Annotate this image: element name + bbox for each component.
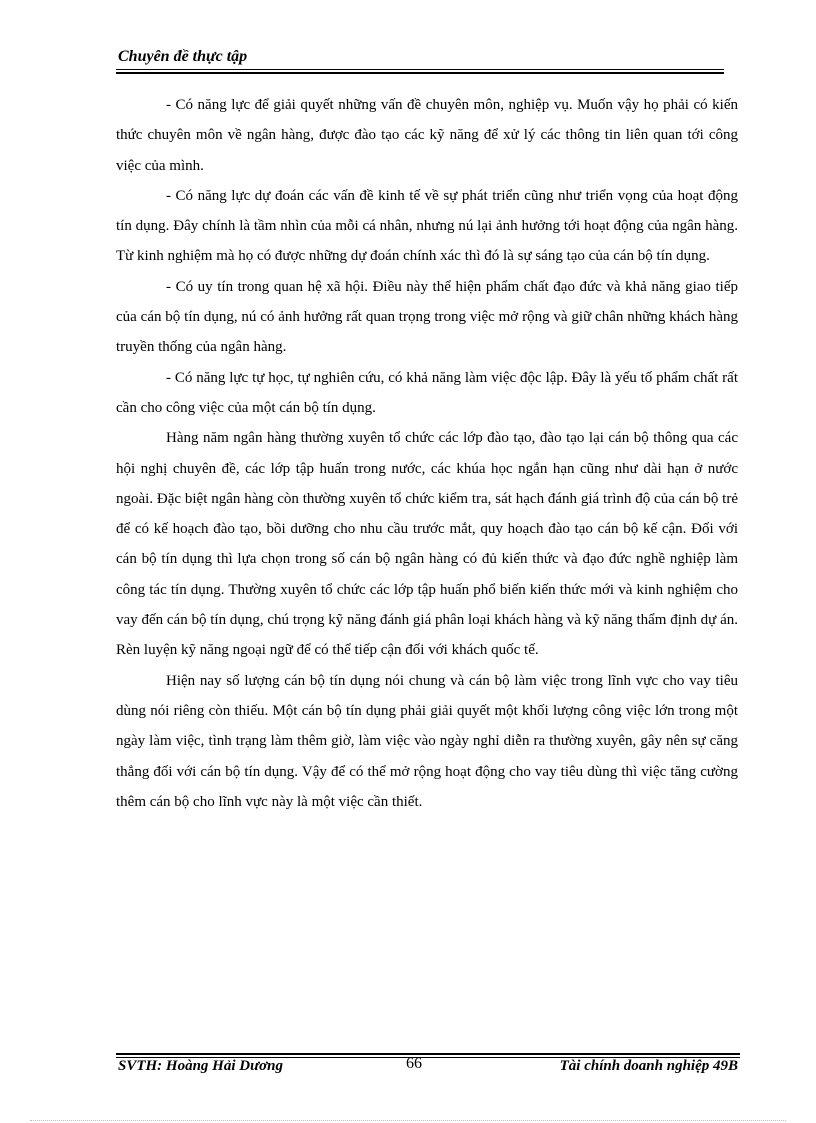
header-rule-thick bbox=[116, 72, 724, 74]
header-rule bbox=[116, 69, 724, 70]
page-edge-dots bbox=[30, 1120, 786, 1121]
header-title: Chuyên đề thực tập bbox=[118, 48, 248, 65]
footer-author: SVTH: Hoàng Hải Dương bbox=[118, 1058, 283, 1074]
body-text bbox=[116, 90, 738, 817]
paragraph-3: - Có uy tín trong quan hệ xã hội. Điều này thể hiện phẩm chất đạo đức và khả năng giao tiếp của cán bộ tín dụng, nú có ảnh hưởng rất quan trọng trong việc mở rộng và giữ chân những khách hàng truyền thống của ngân hàng. bbox=[116, 278, 738, 356]
page-number: 66 bbox=[406, 1055, 422, 1072]
paragraph-6: Hiện nay số lượng cán bộ tín dụng nói chung và cán bộ làm việc trong lĩnh vực cho vay tiêu dùng nói riêng còn thiếu. Một cán bộ tín dụng phải giải quyết một khối lượng công việc lớn trong một ngày làm việc, tình trạng làm thêm giờ, làm việc vào ngày nghỉ diễn ra thường xuyên, gây nên sự căng thẳng đối với cán bộ tín dụng. Vậy để có thể mở rộng hoạt động cho vay tiêu dùng thì việc tăng cường thêm cán bộ cho lĩnh vực này là một việc cần thiết. bbox=[116, 672, 738, 810]
paragraph-4: - Có năng lực tự học, tự nghiên cứu, có khả năng làm việc độc lập. Đây là yếu tố phẩm chất rất cần cho công việc của một cán bộ tín dụng. bbox=[116, 369, 738, 416]
paragraph-2: - Có năng lực dự đoán các vấn đề kinh tế về sự phát triển cũng như triển vọng của hoạt động tín dụng. Đây chính là tầm nhìn của mỗi cá nhân, nhưng nú lại ảnh hưởng tới hoạt động của ngân hàng. Từ kinh nghiệm mà họ có được những dự đoán chính xác thì đó là sự sáng tạo của cán bộ tín dụng. bbox=[116, 187, 738, 265]
footer-class-name: Tài chính doanh nghiệp 49B bbox=[559, 1058, 738, 1074]
paragraph-5: Hàng năm ngân hàng thường xuyên tổ chức các lớp đào tạo, đào tạo lại cán bộ thông qua các hội nghị chuyên đề, các lớp tập huấn trong nước, các khúa học ngắn hạn cũng như dài hạn ở nước ngoài. Đặc biệt ngân hàng còn thường xuyên tổ chức kiểm tra, sát hạch đánh giá trình độ của cán bộ trẻ để có kế hoạch đào tạo, bồi dưỡng cho nhu cầu trước mắt, quy hoạch đào tạo cán bộ kế cận. Đối với cán bộ tín dụng thì lựa chọn trong số cán bộ ngân hàng có đủ kiến thức và đạo đức nghề nghiệp làm công tác tín dụng. Thường xuyên tổ chức các lớp tập huấn phổ biến kiến thức mới và kinh nghiệm cho vay đến cán bộ tín dụng, chú trọng kỹ năng đánh giá phân loại khách hàng và kỹ năng thẩm định dự án. Rèn luyện kỹ năng ngoại ngữ để có thể tiếp cận đối với khách quốc tế. bbox=[116, 430, 738, 659]
paragraph-1: - Có năng lực để giải quyết những vấn đề chuyên môn, nghiệp vụ. Muốn vậy họ phải có kiến thức chuyên môn về ngân hàng, được đào tạo các kỹ năng để xử lý các thông tin liên quan tới công việc của mình. bbox=[116, 97, 738, 174]
footer-rule-thick bbox=[116, 1053, 740, 1055]
